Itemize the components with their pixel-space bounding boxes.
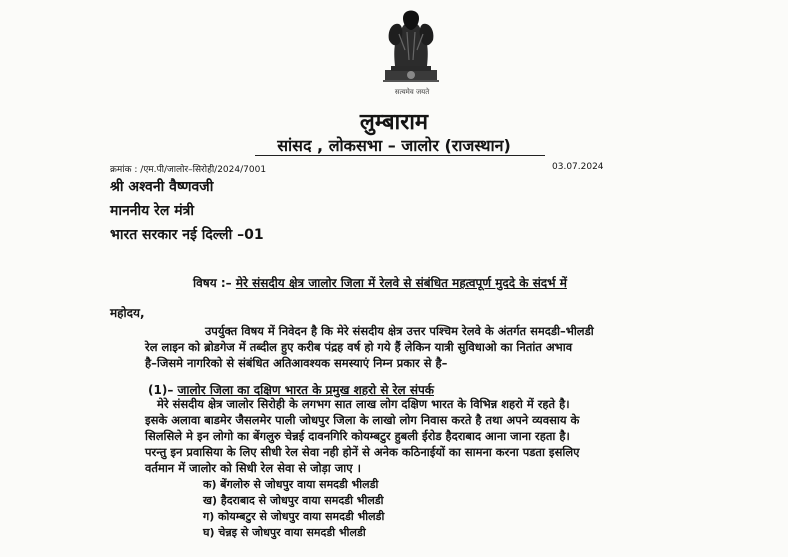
- section-line: मेरे संसदीय क्षेत्र जालोर सिरोही के लगभग सात लाख लोग दक्षिण भारत के विभिन्न शहरो में रहते है।: [157, 397, 570, 411]
- subject-label: विषय :–: [193, 276, 232, 290]
- section-line: इसके अलावा बाडमेर जैसलमेर पाली जोधपुर जिला के लाखो लोग निवास करते है तथा अपने व्यवसाय के: [145, 413, 580, 427]
- addressee-line: भारत सरकार नई दिल्ली –01: [110, 227, 264, 243]
- section-number: (1)–: [148, 383, 174, 397]
- salutation: महोदय,: [110, 306, 145, 320]
- route-list-item: ग) कोयम्बटुर से जोधपुर वाया समदडी भीलडी: [203, 510, 385, 523]
- section-heading: [148, 381, 434, 398]
- intro-line: है–जिसमे नागरिको से संबंधित अतिआवश्यक समस्याएं निम्न प्रकार से है–: [145, 356, 448, 370]
- intro-line: उपर्युक्त विषय में निवेदन है कि मेरे संसदीय क्षेत्र उत्तर पश्चिम रेलवे के अंतर्गत समदडी–भीलडी: [205, 324, 594, 338]
- route-list-item: क) बेंगलोरु से जोधपुर वाया समदडी भीलडी: [203, 478, 379, 491]
- subject-text: मेरे संसदीय क्षेत्र जालोर जिला में रेलवे से संबंधित महत्वपूर्ण मुददे के संदर्भ में: [235, 276, 567, 290]
- route-list-item: ख) हैदराबाद से जोधपुर वाया समदडी भीलडी: [203, 494, 384, 507]
- section-title: जालोर जिला का दक्षिण भारत के प्रमुख शहरो से रेल संपर्क: [177, 383, 434, 397]
- sender-designation: सांसद , लोकसभा – जालोर (राजस्थान): [277, 136, 511, 155]
- route-list-item: घ) चेन्नइ से जोधपुर वाया समदडी भीलडी: [203, 526, 366, 539]
- section-line: वर्तमान में जालोर को सिधी रेल सेवा से जोड़ा जाए ।: [145, 461, 361, 475]
- reference-number: क्रमांक : /एम.पी/जालोर–सिरोही/2024/7001: [110, 165, 267, 175]
- intro-line: रेल लाइन को ब्रोडगेज में तब्दील हुए करीब पंद्रह वर्ष हो गये हैं लेकिन यात्री सुविधाओ का नितांत अभाव: [145, 340, 573, 354]
- emblem-motto: सत्यमेव जयते: [394, 88, 430, 96]
- section-line: सिलसिले मे इन लोगो का बेंगलुरु चेन्नई दावनगिरि कोयम्बटुर हुबली ईरोड हैदराबाद आना जाना रहता है।: [145, 429, 570, 443]
- national-emblem-icon: [365, 0, 457, 100]
- section-line: परन्तु इन प्रवासिया के लिए सीधी रेल सेवा नही होनें से अनेक कठिनाईयों का सामना करना पडता इसलिए: [145, 445, 580, 459]
- letter-date: 03.07.2024: [552, 162, 604, 172]
- sender-name: लुम्बाराम: [359, 110, 429, 135]
- subject-line: [193, 274, 567, 291]
- addressee-line: श्री अश्वनी वैष्णवजी: [110, 179, 214, 195]
- letterhead-divider: [255, 155, 545, 156]
- addressee-line: माननीय रेल मंत्री: [110, 203, 194, 219]
